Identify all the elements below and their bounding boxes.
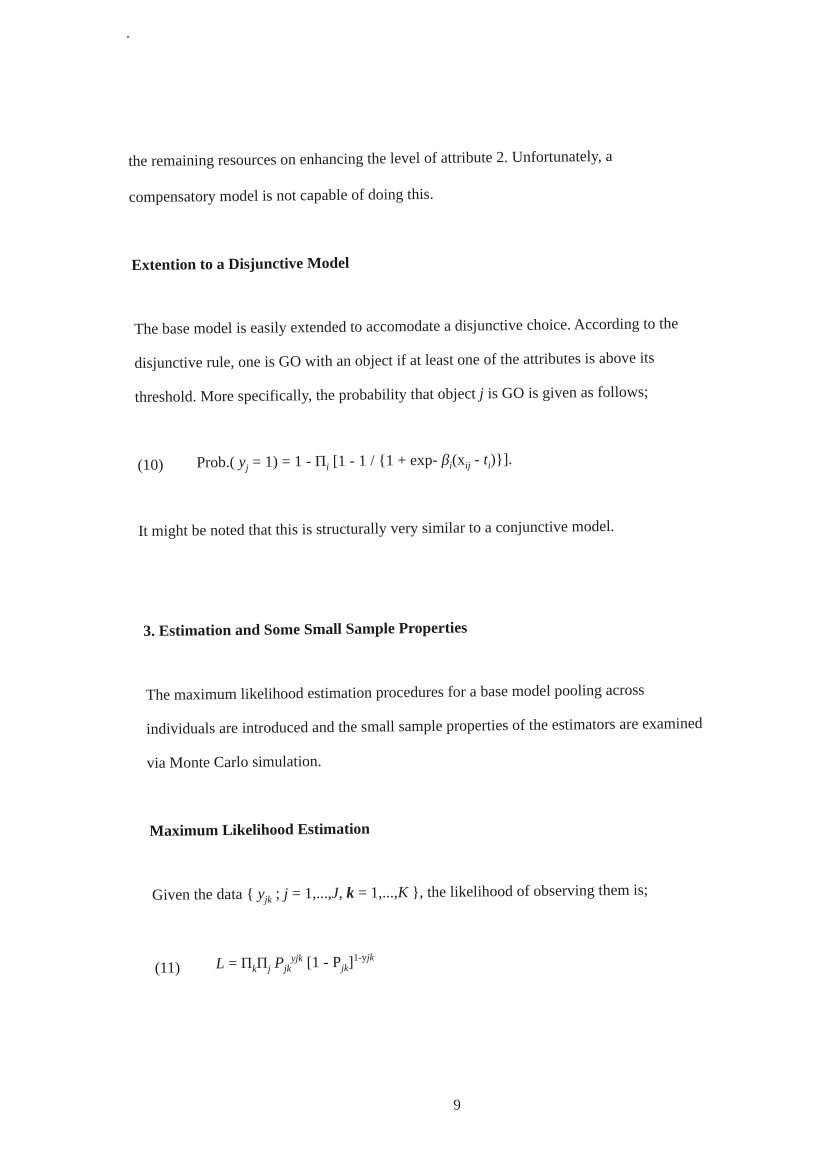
paragraph-line: compensatory model is not capable of doing this. bbox=[128, 185, 434, 207]
eq-part: ] bbox=[348, 953, 354, 971]
eq-sub: j bbox=[267, 963, 271, 975]
eq-sub: jk bbox=[283, 963, 292, 975]
subsection-heading-mle: Maximum Likelihood Estimation bbox=[149, 820, 370, 840]
math-var: j bbox=[479, 385, 484, 403]
eq-sub: k bbox=[252, 963, 257, 976]
text-run: threshold. More specifically, the probability that object bbox=[134, 385, 480, 406]
paragraph-line bbox=[135, 384, 649, 407]
eq-part: [1 - 1 / {1 + exp- bbox=[328, 451, 442, 470]
equation-number: (11) bbox=[154, 959, 181, 977]
text-run: = 1,..., bbox=[354, 884, 398, 902]
eq-var: P bbox=[270, 954, 284, 972]
eq-var: β bbox=[441, 451, 450, 469]
equation-10 bbox=[196, 451, 512, 474]
eq-sup-sub: jk bbox=[295, 953, 303, 965]
math-var: J bbox=[331, 884, 339, 902]
eq-part: = Π bbox=[224, 954, 253, 973]
eq-sup-var: y bbox=[291, 953, 296, 965]
equation-number: (10) bbox=[137, 456, 164, 474]
eq-sub: ij bbox=[464, 460, 471, 472]
text-run: , bbox=[338, 884, 347, 902]
page-number: 9 bbox=[453, 1097, 461, 1114]
eq-part: Prob.( bbox=[196, 453, 239, 472]
math-var: j bbox=[283, 885, 289, 903]
eq-part: - t bbox=[470, 451, 488, 469]
eq-part: (x bbox=[451, 451, 466, 469]
math-var: K bbox=[397, 884, 409, 902]
eq-part: = 1) = 1 - Π bbox=[248, 452, 327, 471]
eq-var: L bbox=[215, 955, 225, 973]
paragraph-line: The base model is easily extended to accomodate a disjunctive choice. According to the bbox=[134, 315, 679, 338]
paragraph-line: The maximum likelihood estimation procedures for a base model pooling across bbox=[145, 681, 645, 704]
subsection-heading-disjunctive: Extention to a Disjunctive Model bbox=[131, 254, 350, 275]
paragraph-line bbox=[152, 882, 648, 907]
eq-sub: jk bbox=[341, 963, 349, 975]
text-run: Given the data { bbox=[151, 885, 258, 904]
eq-part: [1 - P bbox=[302, 954, 342, 972]
eq-sub: i bbox=[487, 460, 491, 472]
equation-11 bbox=[216, 953, 374, 976]
eq-sup-sub: jk bbox=[366, 952, 375, 964]
text-run: }, the likelihood of observing them is; bbox=[408, 881, 649, 902]
scan-speck bbox=[127, 36, 129, 38]
paragraph-line: individuals are introduced and the small sample properties of the estimators are examined bbox=[146, 715, 703, 738]
section-heading-3: 3. Estimation and Some Small Sample Properties bbox=[143, 619, 468, 640]
math-var: k bbox=[346, 884, 355, 902]
eq-sup bbox=[353, 953, 374, 964]
eq-sub: i bbox=[449, 460, 453, 472]
eq-part: Π bbox=[256, 954, 268, 972]
eq-sub: j bbox=[245, 462, 249, 474]
eq-sub: i bbox=[326, 462, 330, 474]
paragraph-line: disjunctive rule, one is GO with an object if at least one of the attributes is above its bbox=[134, 349, 655, 372]
eq-part: )}]. bbox=[490, 451, 513, 469]
paragraph-line: It might be noted that this is structurally very similar to a conjunctive model. bbox=[138, 517, 615, 540]
paragraph-line: via Monte Carlo simulation. bbox=[146, 753, 322, 772]
eq-sup-part: 1-y bbox=[353, 952, 367, 964]
math-sub: jk bbox=[264, 894, 272, 906]
math-var: y bbox=[257, 885, 265, 903]
text-run: = 1,..., bbox=[288, 884, 332, 903]
eq-sup bbox=[291, 953, 303, 964]
text-run: is GO is given as follows; bbox=[483, 383, 649, 403]
text-run: ; bbox=[271, 885, 284, 903]
eq-var: y bbox=[238, 453, 246, 471]
paragraph-line: the remaining resources on enhancing the level of attribute 2. Unfortunately, a bbox=[128, 147, 613, 171]
